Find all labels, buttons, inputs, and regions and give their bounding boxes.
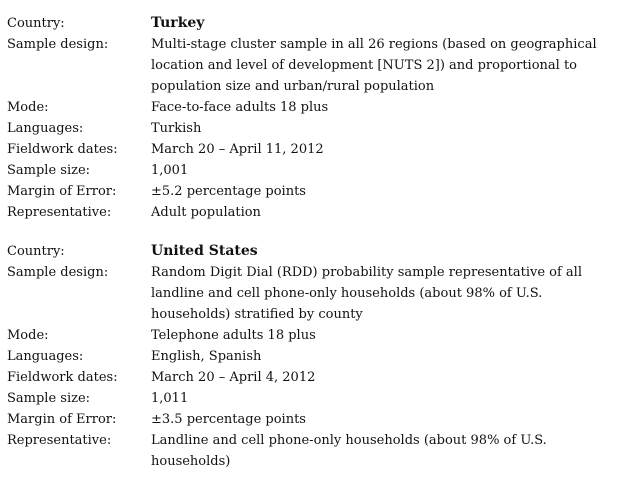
row-margin-of-error [7, 181, 625, 202]
field-value: Telephone adults 18 plus [151, 328, 316, 343]
row-sample-design [7, 34, 625, 97]
row-fieldwork-dates [7, 139, 625, 160]
field-label: Country: [7, 16, 65, 31]
field-value: Random Digit Dial (RDD) probability sample representative of all landline and cell phone-only households (about 98% of U.S. households) stratified by county [151, 265, 582, 322]
country-name: Turkey [151, 15, 205, 31]
field-label: Country: [7, 244, 65, 259]
field-label: Languages: [7, 349, 84, 364]
field-label: Sample design: [7, 37, 109, 52]
field-label: Margin of Error: [7, 412, 117, 427]
field-label: Languages: [7, 121, 84, 136]
row-country [7, 241, 625, 262]
section-turkey [7, 13, 625, 223]
field-label: Representative: [7, 433, 112, 448]
field-value: 1,001 [151, 163, 189, 178]
row-sample-size [7, 388, 625, 409]
field-value: ±3.5 percentage points [151, 412, 306, 427]
field-label: Sample size: [7, 163, 91, 178]
row-representative [7, 202, 625, 223]
field-value: Turkish [151, 121, 202, 136]
field-label: Mode: [7, 328, 49, 343]
row-mode [7, 97, 625, 118]
field-label: Mode: [7, 100, 49, 115]
row-representative [7, 430, 625, 472]
field-value: March 20 – April 4, 2012 [151, 370, 316, 385]
field-label: Representative: [7, 205, 112, 220]
country-name: United States [151, 243, 258, 259]
section-united-states [7, 241, 625, 472]
field-value: Face-to-face adults 18 plus [151, 100, 329, 115]
field-value: Landline and cell phone-only households (about 98% of U.S. households) [151, 433, 547, 469]
field-value: ±5.2 percentage points [151, 184, 306, 199]
survey-methodology-document [7, 13, 625, 490]
row-country [7, 13, 625, 34]
field-label: Fieldwork dates: [7, 370, 118, 385]
field-label: Sample design: [7, 265, 109, 280]
row-sample-size [7, 160, 625, 181]
field-label: Margin of Error: [7, 184, 117, 199]
row-margin-of-error [7, 409, 625, 430]
field-label: Sample size: [7, 391, 91, 406]
row-languages [7, 118, 625, 139]
field-value: English, Spanish [151, 349, 262, 364]
field-value: March 20 – April 11, 2012 [151, 142, 324, 157]
row-fieldwork-dates [7, 367, 625, 388]
row-sample-design [7, 262, 625, 325]
field-value: Adult population [151, 205, 261, 220]
field-value: Multi-stage cluster sample in all 26 regions (based on geographical location and level of development [NUTS 2]) and proportional to population size and urban/rural population [151, 37, 597, 94]
field-label: Fieldwork dates: [7, 142, 118, 157]
row-mode [7, 325, 625, 346]
row-languages [7, 346, 625, 367]
field-value: 1,011 [151, 391, 189, 406]
